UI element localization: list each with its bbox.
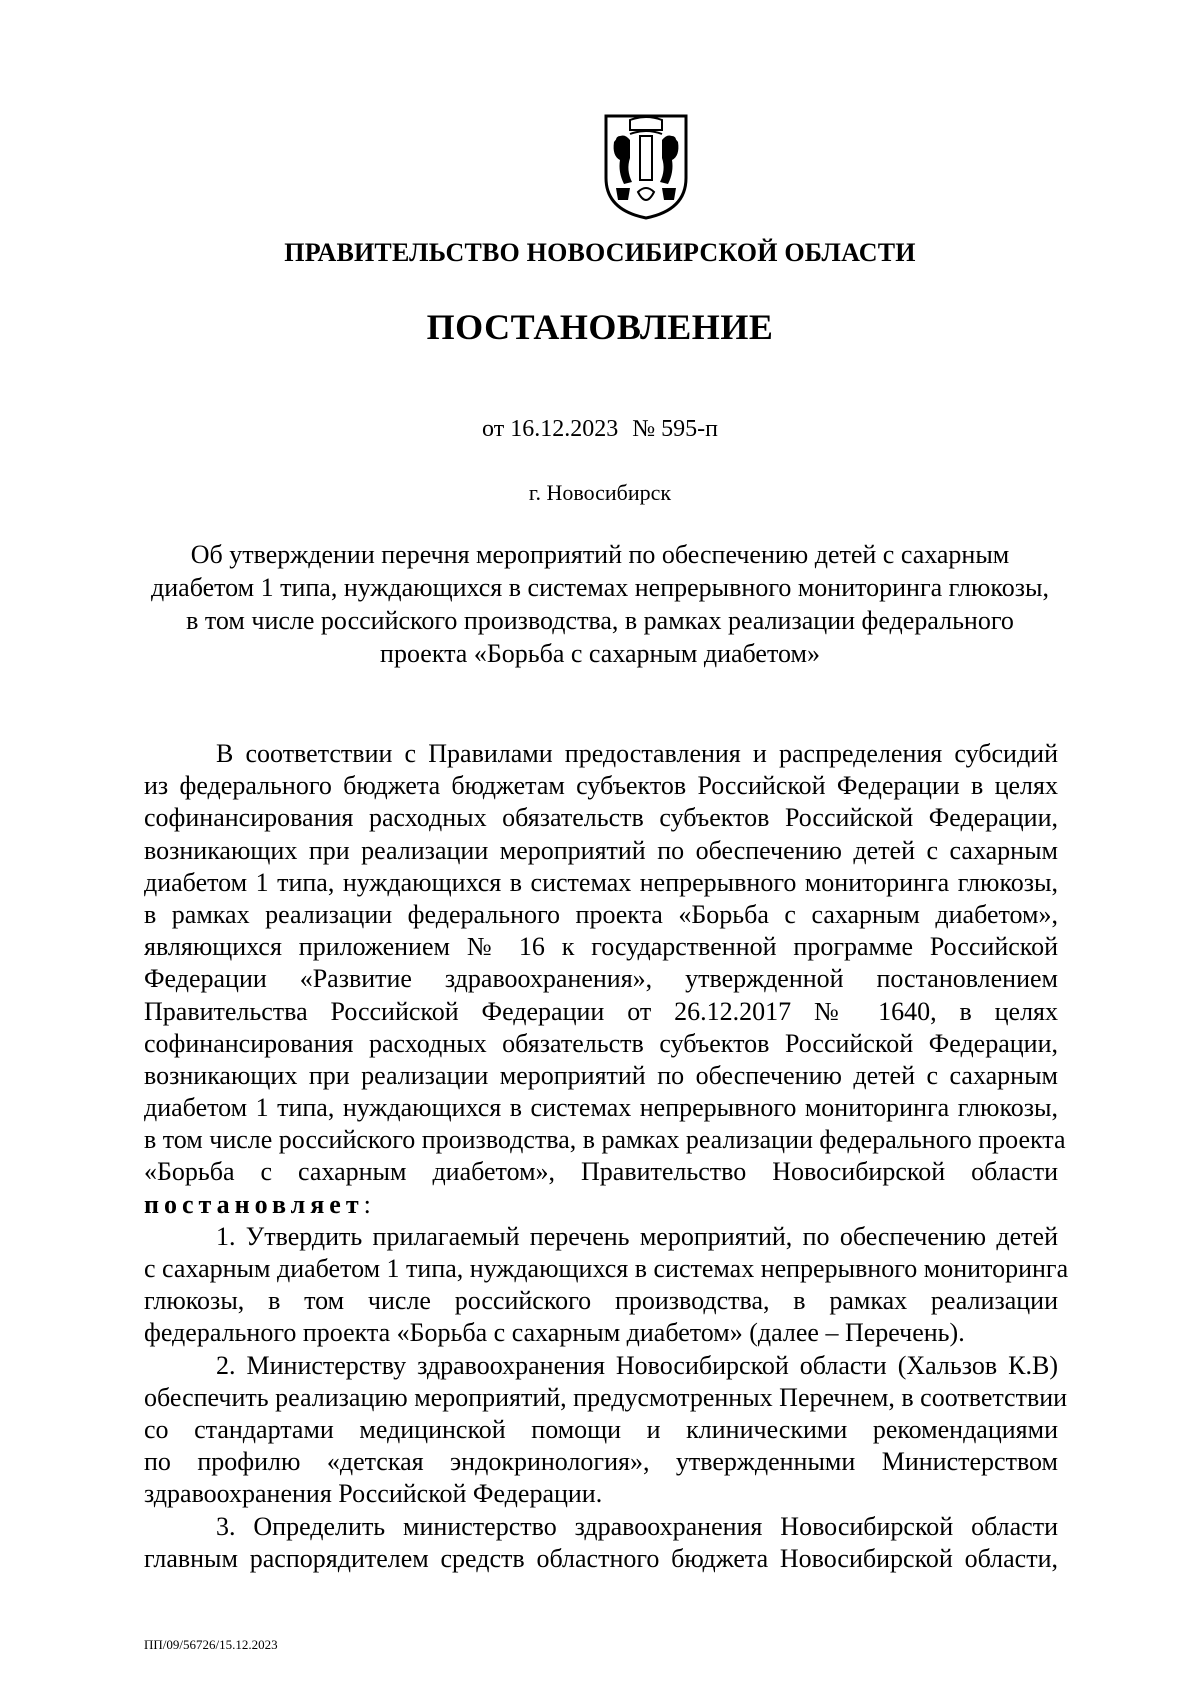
body-line: В соответствии с Правилами предоставления и распределения субсидий bbox=[216, 739, 1058, 768]
title-line: проекта «Борьба с сахарным диабетом» bbox=[380, 639, 820, 668]
resolves-line bbox=[144, 1189, 1058, 1221]
item-line: 3. Определить министерство здравоохранения Новосибирской области bbox=[216, 1511, 1058, 1541]
item-line: здравоохранения Российской Федерации. bbox=[144, 1479, 603, 1509]
body-line: софинансирования расходных обязательств субъектов Российской Федерации, bbox=[144, 803, 1058, 833]
item-line: обеспечить реализацию мероприятий, предусмотренных Перечнем, в соответствии bbox=[144, 1382, 1068, 1412]
item-line: по профилю «детская эндокринология», утвержденными Министерством bbox=[144, 1447, 1058, 1477]
body-line: «Борьба с сахарным диабетом», Правительство Новосибирской области bbox=[144, 1157, 1058, 1187]
organization-name: ПРАВИТЕЛЬСТВО НОВОСИБИРСКОЙ ОБЛАСТИ bbox=[284, 238, 916, 267]
item-line: глюкозы, в том числе российского производства, в рамках реализации bbox=[144, 1286, 1058, 1316]
coat-of-arms-icon bbox=[600, 112, 692, 222]
body-line: из федерального бюджета бюджетам субъектов Российской Федерации в целях bbox=[144, 771, 1058, 801]
item-line: 2. Министерству здравоохранения Новосибирской области (Хальзов К.В) bbox=[216, 1350, 1058, 1380]
title-line: диабетом 1 типа, нуждающихся в системах непрерывного мониторинга глюкозы, bbox=[151, 573, 1049, 602]
document-body bbox=[144, 738, 1069, 1575]
item-line: с сахарным диабетом 1 типа, нуждающихся в системах непрерывного мониторинга bbox=[144, 1254, 1069, 1283]
title-line: в том числе российского производства, в рамках реализации федерального bbox=[186, 606, 1014, 635]
body-line: в рамках реализации федерального проекта «Борьба с сахарным диабетом», bbox=[144, 899, 1058, 929]
title-line: Об утверждении перечня мероприятий по обеспечению детей с сахарным bbox=[190, 540, 1010, 569]
resolves-colon: : bbox=[363, 1189, 371, 1219]
document-date: от 16.12.2023 bbox=[482, 416, 619, 442]
body-line: софинансирования расходных обязательств субъектов Российской Федерации, bbox=[144, 1028, 1058, 1058]
body-line: Федерации «Развитие здравоохранения», утвержденной постановлением bbox=[144, 964, 1058, 994]
body-line: являющихся приложением № 16 к государственной программе Российской bbox=[144, 932, 1058, 962]
resolves-word: постановляет bbox=[144, 1189, 364, 1219]
document-title bbox=[130, 538, 1070, 670]
item-line: 1. Утвердить прилагаемый перечень мероприятий, по обеспечению детей bbox=[216, 1221, 1058, 1251]
body-line: диабетом 1 типа, нуждающихся в системах непрерывного мониторинга глюкозы, bbox=[144, 1093, 1058, 1123]
document-type: ПОСТАНОВЛЕНИЕ bbox=[426, 307, 774, 347]
item-line: федерального проекта «Борьба с сахарным диабетом» (далее – Перечень). bbox=[144, 1318, 965, 1348]
document-code: ПП/09/56726/15.12.2023 bbox=[144, 1637, 278, 1652]
date-number-line bbox=[0, 416, 1200, 443]
body-line: Правительства Российской Федерации от 26.12.2017 № 1640, в целях bbox=[144, 996, 1058, 1026]
body-line: диабетом 1 типа, нуждающихся в системах непрерывного мониторинга глюкозы, bbox=[144, 867, 1058, 897]
body-line: в том числе российского производства, в рамках реализации федерального проекта bbox=[144, 1125, 1066, 1155]
item-line: со стандартами медицинской помощи и клиническими рекомендациями bbox=[144, 1414, 1058, 1444]
document-number: № 595-п bbox=[632, 416, 718, 442]
body-line: возникающих при реализации мероприятий по обеспечению детей с сахарным bbox=[144, 1060, 1058, 1090]
item-line: главным распорядителем средств областного бюджета Новосибирской области, bbox=[144, 1543, 1058, 1573]
body-line: возникающих при реализации мероприятий по обеспечению детей с сахарным bbox=[144, 835, 1058, 865]
city: г. Новосибирск bbox=[528, 480, 672, 505]
